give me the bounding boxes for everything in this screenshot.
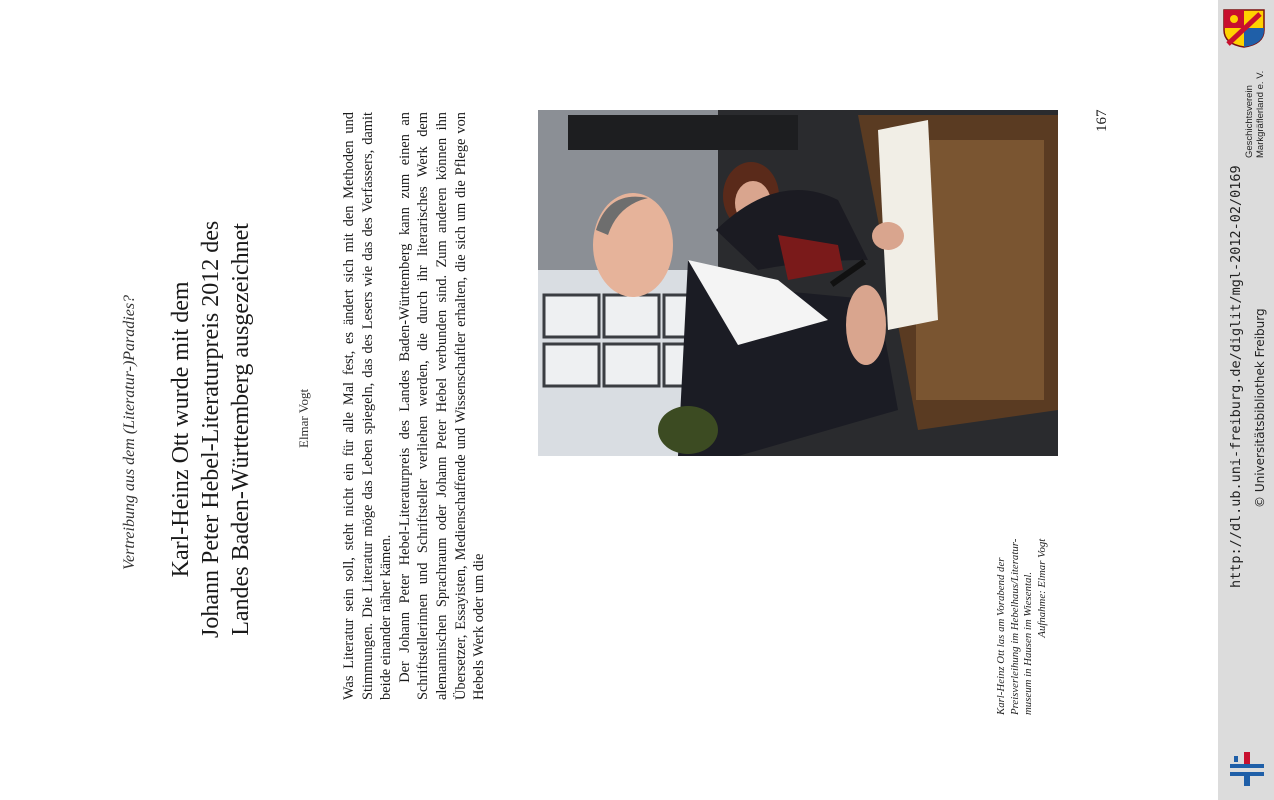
running-head: Vertreibung aus dem (Literatur-)Paradies? xyxy=(121,294,138,570)
article-title xyxy=(166,221,256,638)
title-line: Karl-Heinz Ott wurde mit dem xyxy=(168,281,194,578)
body-paragraph: Der Johann Peter Hebel-Literaturpreis des Landes Baden-Württemberg kann zum einen an Schriftstellerinnen und Schriftsteller verliehen werden, die durch ihr literarisches Werk dem alemannischen Sprachraum oder Johann Peter Hebel verbunden sind. Zum anderen können ihn Übersetzer, Essayisten, Medienschaffende und Wissenschaftler erhalten, die sich um die Pflege von Hebels Werk oder um die xyxy=(396,112,488,700)
society-line: Geschichtsverein xyxy=(1244,85,1255,158)
coat-of-arms-icon xyxy=(1222,8,1266,48)
caption-line: Karl-Heinz Ott las am Vorabend der xyxy=(995,557,1007,715)
society-line: Markgräflerland e. V. xyxy=(1255,70,1266,158)
caption-line: museum in Hausen im Wiesental. xyxy=(1022,571,1034,715)
ub-freiburg-logo-icon xyxy=(1224,748,1270,790)
author-name: Elmar Vogt xyxy=(296,388,311,448)
document-url-link[interactable]: http://dl.ub.uni-freiburg.de/diglit/mgl-2012-02/0169 xyxy=(1228,165,1244,588)
body-paragraph: Was Literatur sein soll, steht nicht ein für alle Mal fest, es ändert sich mit den Methoden und Stimmungen. Die Literatur möge das Leben spiegeln, das des Lesers wie das des Verfassers, damit beide einander näher kämen. xyxy=(341,112,395,700)
photo-credit: Aufnahme: Elmar Vogt xyxy=(1035,538,1048,638)
article-photo xyxy=(538,110,1058,456)
copyright-notice: © Universitätsbibliothek Freiburg xyxy=(1253,308,1267,508)
title-line: Landes Baden-Württemberg ausgezeichnet xyxy=(228,223,254,636)
photo-caption xyxy=(995,539,1049,715)
title-line: Johann Peter Hebel-Literaturpreis 2012 des xyxy=(198,220,224,638)
caption-line: Preisverleihung im Hebelhaus/Literatur- xyxy=(1008,538,1021,715)
society-name xyxy=(1244,71,1266,158)
page-number: 167 xyxy=(1094,109,1110,132)
article-body xyxy=(340,112,489,700)
